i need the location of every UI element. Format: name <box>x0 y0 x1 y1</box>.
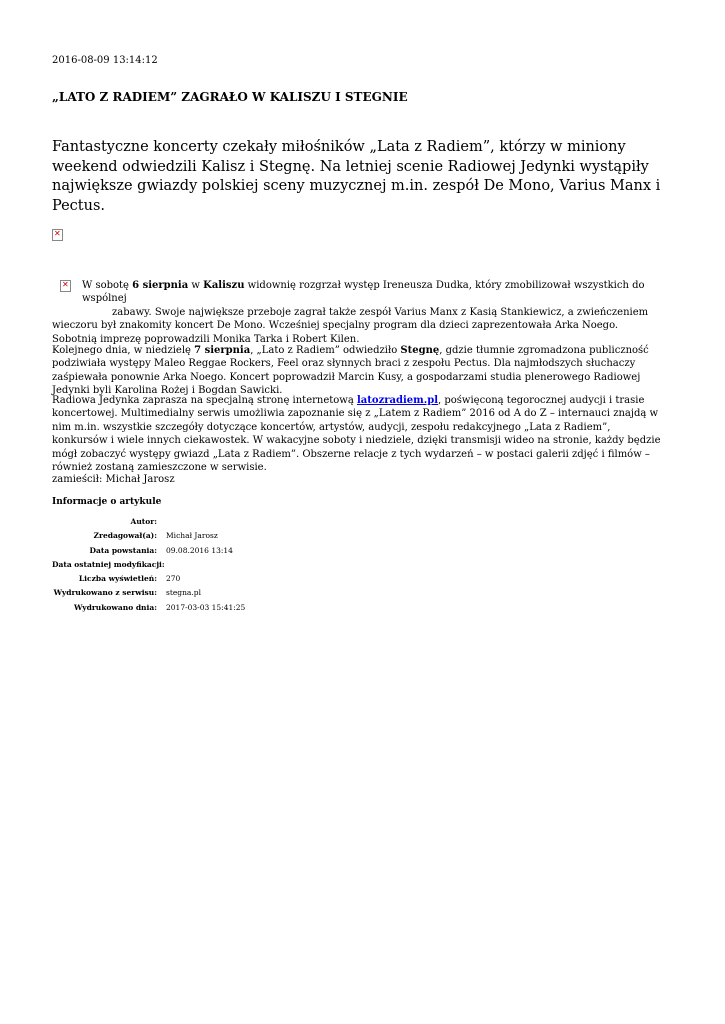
info-row-author <box>52 515 245 529</box>
website-link[interactable]: latozradiem.pl <box>357 395 439 406</box>
info-label: Wydrukowano z serwisu: <box>53 588 157 598</box>
broken-image-icon <box>52 229 63 241</box>
text: , gdzie tłumnie zgromadzona publiczność podziwiała występy Maleo Reggae Rockers, Feel oraz słynnych braci z zespołu Pectus. Dla najmłodszych słuchaczy zaśpiewała ponownie Arka Noego. Koncert poprowadził Marcin Kusy, a gospodarzami studia plenerowego Radiowej Jedynki byli Karolina Rożej i Bogdan Sawicki. <box>52 345 649 397</box>
info-row-modified <box>52 558 245 572</box>
info-label: Autor: <box>130 517 157 526</box>
text: widownię rozgrzał występ Ireneusza Dudka, który zmobilizował wszystkich do wspólnej <box>82 280 645 305</box>
info-label: Zredagował(a): <box>93 531 157 541</box>
info-value: Michał Jarosz <box>166 531 218 541</box>
date-highlight: 7 sierpnia <box>194 345 251 356</box>
info-value: 270 <box>166 574 181 584</box>
article-title: „LATO Z RADIEM” ZAGRAŁO W KALISZU I STEGNIE <box>52 90 408 104</box>
text: , „Lato z Radiem” odwiedziło <box>250 345 401 356</box>
info-label: Wydrukowano dnia: <box>73 602 157 612</box>
paragraph-sunday <box>52 344 664 398</box>
date-highlight: 6 sierpnia <box>132 280 189 291</box>
text: zabawy. Swoje największe przeboje zagrał także zespół Varius Manx z Kasią Stankiewicz, a zwieńczeniem wieczoru był znakomity koncert De Mono. Wcześniej specjalny program dla dzieci zaprezentowała Arka Noego. Sobotnią imprezę poprowadzili Monika Tarka i Robert Kilen. <box>52 306 649 345</box>
city-highlight: Stegnę <box>400 345 440 356</box>
article-lead: Fantastyczne koncerty czekały miłośników „Lata z Radiem”, którzy w miniony weekend odwiedzili Kalisz i Stegnę. Na letniej scenie Radiowej Jedynki wystąpiły największe gwiazdy polskiej sceny muzycznej m.in. zespół De Mono, Varius Manx i Pectus. <box>52 139 661 214</box>
text: W sobotę <box>82 280 133 291</box>
info-row-site <box>52 586 245 600</box>
info-value: 09.08.2016 13:14 <box>166 545 233 555</box>
info-value: stegna.pl <box>166 588 201 598</box>
posted-by: zamieścił: Michał Jarosz <box>52 474 175 485</box>
text: Radiowa Jedynka zaprasza na specjalną stronę internetową <box>52 395 357 406</box>
text: Kolejnego dnia, w niedzielę <box>52 345 195 356</box>
info-row-created <box>52 544 245 558</box>
info-label: Liczba wyświetleń: <box>78 574 157 584</box>
info-heading: Informacje o artykule <box>52 497 162 507</box>
info-value: 2017-03-03 15:41:25 <box>166 602 246 612</box>
info-label: Data ostatniej modyfikacji: <box>52 559 165 569</box>
article-info-table <box>52 515 245 615</box>
info-label: Data powstania: <box>89 545 157 555</box>
info-row-views <box>52 572 245 586</box>
article-timestamp: 2016-08-09 13:14:12 <box>52 55 158 66</box>
city-highlight: Kaliszu <box>203 280 245 291</box>
info-row-printed <box>52 601 245 615</box>
paragraph-saturday <box>52 279 664 346</box>
info-row-editor <box>52 529 245 543</box>
paragraph-website <box>52 394 664 474</box>
text: , poświęconą tegorocznej audycji i trasie koncertowej. Multimedialny serwis umożliwia zapoznanie się z „Latem z Radiem” 2016 od A do Z – internauci znajdą w nim m.in. wszystkie szczegóły dotyczące koncertów, artystów, audycji, zespołu redakcyjnego „Lata z Radiem”, konkursów i wiele innych ciekawostek. W wakacyjne soboty i niedziele, dzięki transmisji wideo na stronie, każdy będzie mógł zobaczyć występy gwiazd „Lata z Radiem”. Obszerne relacje z tych wydarzeń – w postaci galerii zdjęć i filmów – również zostaną zamieszczone w serwisie. <box>52 395 661 474</box>
text: w <box>188 280 204 291</box>
